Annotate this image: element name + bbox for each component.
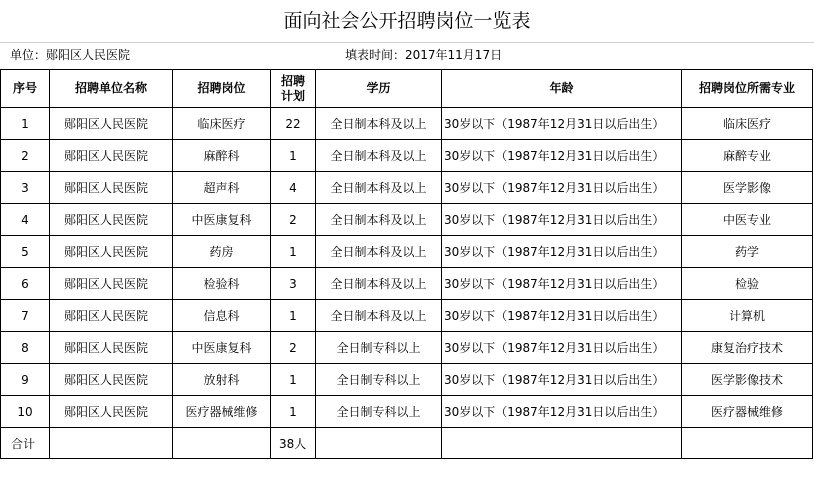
- education-cell: 全日制本科及以上: [316, 300, 442, 332]
- required-major-cell: 中医专业: [682, 204, 813, 236]
- position-cell: 药房: [173, 236, 271, 268]
- fill-date-label: 填表时间：2017年11月17日: [345, 48, 503, 62]
- total-plan: 38人: [271, 428, 316, 459]
- unit-name-cell: 郧阳区人民医院: [50, 300, 173, 332]
- position-cell: 麻醉科: [173, 140, 271, 172]
- unit-name-cell: 郧阳区人民医院: [50, 108, 173, 140]
- required-major-cell: 临床医疗: [682, 108, 813, 140]
- header-position: 招聘岗位: [173, 70, 271, 108]
- age-requirement-cell: 30岁以下（1987年12月31日以后出生）: [442, 140, 682, 172]
- table-header-row: [1, 70, 813, 108]
- required-major-cell: 医疗器械维修: [682, 396, 813, 428]
- education-cell: 全日制本科及以上: [316, 204, 442, 236]
- total-empty-cell: [682, 428, 813, 459]
- plan-count-cell: 1: [271, 300, 316, 332]
- table-row: [1, 364, 813, 396]
- header-age: 年龄: [442, 70, 682, 108]
- total-label: 合计: [1, 428, 50, 459]
- total-row: [1, 428, 813, 459]
- position-cell: 临床医疗: [173, 108, 271, 140]
- table-row: [1, 332, 813, 364]
- education-cell: 全日制本科及以上: [316, 268, 442, 300]
- total-empty-cell: [442, 428, 682, 459]
- required-major-cell: 医学影像技术: [682, 364, 813, 396]
- header-major: 招聘岗位所需专业: [682, 70, 813, 108]
- page-title: 面向社会公开招聘岗位一览表: [0, 0, 814, 43]
- age-requirement-cell: 30岁以下（1987年12月31日以后出生）: [442, 300, 682, 332]
- unit-name-cell: 郧阳区人民医院: [50, 364, 173, 396]
- unit-name-cell: 郧阳区人民医院: [50, 236, 173, 268]
- row-index-cell: 1: [1, 108, 50, 140]
- plan-count-cell: 2: [271, 204, 316, 236]
- table-row: [1, 172, 813, 204]
- age-requirement-cell: 30岁以下（1987年12月31日以后出生）: [442, 396, 682, 428]
- position-cell: 放射科: [173, 364, 271, 396]
- row-index-cell: 9: [1, 364, 50, 396]
- table-row: [1, 268, 813, 300]
- age-requirement-cell: 30岁以下（1987年12月31日以后出生）: [442, 268, 682, 300]
- education-cell: 全日制专科以上: [316, 332, 442, 364]
- age-requirement-cell: 30岁以下（1987年12月31日以后出生）: [442, 204, 682, 236]
- plan-count-cell: 1: [271, 396, 316, 428]
- unit-name-cell: 郧阳区人民医院: [50, 204, 173, 236]
- plan-count-cell: 1: [271, 364, 316, 396]
- unit-name-cell: 郧阳区人民医院: [50, 172, 173, 204]
- education-cell: 全日制专科以上: [316, 364, 442, 396]
- unit-name-cell: 郧阳区人民医院: [50, 396, 173, 428]
- table-row: [1, 236, 813, 268]
- plan-count-cell: 1: [271, 236, 316, 268]
- education-cell: 全日制本科及以上: [316, 108, 442, 140]
- age-requirement-cell: 30岁以下（1987年12月31日以后出生）: [442, 364, 682, 396]
- row-index-cell: 3: [1, 172, 50, 204]
- row-index-cell: 2: [1, 140, 50, 172]
- required-major-cell: 计算机: [682, 300, 813, 332]
- plan-count-cell: 2: [271, 332, 316, 364]
- table-row: [1, 204, 813, 236]
- header-plan: 招聘计划: [271, 70, 316, 108]
- unit-name-cell: 郧阳区人民医院: [50, 268, 173, 300]
- age-requirement-cell: 30岁以下（1987年12月31日以后出生）: [442, 172, 682, 204]
- education-cell: 全日制本科及以上: [316, 172, 442, 204]
- position-cell: 检验科: [173, 268, 271, 300]
- row-index-cell: 4: [1, 204, 50, 236]
- positions-table: [0, 69, 813, 459]
- plan-count-cell: 4: [271, 172, 316, 204]
- education-cell: 全日制专科以上: [316, 396, 442, 428]
- row-index-cell: 5: [1, 236, 50, 268]
- total-empty-cell: [50, 428, 173, 459]
- age-requirement-cell: 30岁以下（1987年12月31日以后出生）: [442, 332, 682, 364]
- required-major-cell: 麻醉专业: [682, 140, 813, 172]
- age-requirement-cell: 30岁以下（1987年12月31日以后出生）: [442, 236, 682, 268]
- row-index-cell: 7: [1, 300, 50, 332]
- header-unit-name: 招聘单位名称: [50, 70, 173, 108]
- row-index-cell: 10: [1, 396, 50, 428]
- required-major-cell: 检验: [682, 268, 813, 300]
- plan-count-cell: 1: [271, 140, 316, 172]
- education-cell: 全日制本科及以上: [316, 140, 442, 172]
- position-cell: 信息科: [173, 300, 271, 332]
- position-cell: 中医康复科: [173, 204, 271, 236]
- plan-count-cell: 22: [271, 108, 316, 140]
- required-major-cell: 药学: [682, 236, 813, 268]
- table-row: [1, 396, 813, 428]
- header-education: 学历: [316, 70, 442, 108]
- row-index-cell: 8: [1, 332, 50, 364]
- row-index-cell: 6: [1, 268, 50, 300]
- employer-unit-label: 单位：郧阳区人民医院: [10, 48, 131, 62]
- age-requirement-cell: 30岁以下（1987年12月31日以后出生）: [442, 108, 682, 140]
- table-row: [1, 140, 813, 172]
- table-row: [1, 108, 813, 140]
- position-cell: 中医康复科: [173, 332, 271, 364]
- header-index: 序号: [1, 70, 50, 108]
- total-empty-cell: [316, 428, 442, 459]
- education-cell: 全日制本科及以上: [316, 236, 442, 268]
- required-major-cell: 医学影像: [682, 172, 813, 204]
- unit-name-cell: 郧阳区人民医院: [50, 332, 173, 364]
- position-cell: 医疗器械维修: [173, 396, 271, 428]
- position-cell: 超声科: [173, 172, 271, 204]
- table-row: [1, 300, 813, 332]
- plan-count-cell: 3: [271, 268, 316, 300]
- total-empty-cell: [173, 428, 271, 459]
- required-major-cell: 康复治疗技术: [682, 332, 813, 364]
- unit-name-cell: 郧阳区人民医院: [50, 140, 173, 172]
